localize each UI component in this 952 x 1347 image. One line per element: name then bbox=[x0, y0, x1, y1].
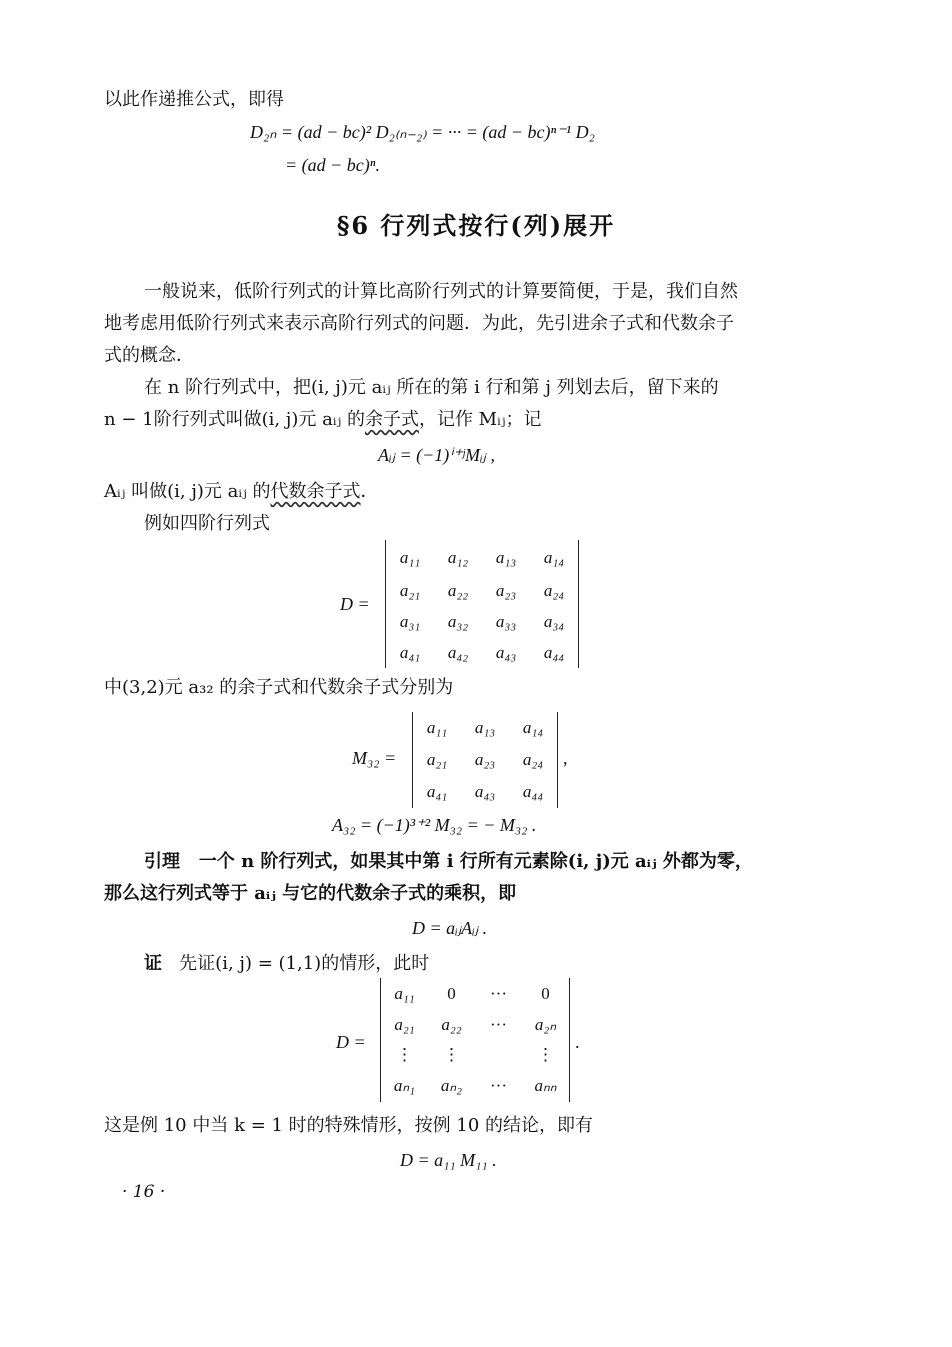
det-d-cell: a₄₄ bbox=[543, 643, 565, 662]
term-cofactor: 代数余子式 bbox=[270, 481, 361, 502]
det-m-cell: a₁₁ bbox=[426, 718, 448, 737]
lemma-equation: D = aᵢⱼAᵢⱼ . bbox=[412, 918, 488, 938]
para1-line-1: 一般说来，低阶行列式的计算比高阶行列式的计算要简便，于是，我们自然 bbox=[144, 281, 738, 302]
det-d-cell: a₃₄ bbox=[543, 612, 565, 631]
after-text: 这是例 10 中当 k = 1 时的特殊情形，按例 10 的结论，即有 bbox=[104, 1115, 594, 1136]
cofactor-definition: Aᵢⱼ = (−1)ⁱ⁺ʲMᵢⱼ , bbox=[378, 445, 495, 465]
lemma-line-1 bbox=[144, 850, 753, 874]
det-d-cell: a₃₃ bbox=[495, 612, 517, 631]
para1-line-2: 地考虑用低阶行列式来表示高阶行列式的问题．为此，先引进余子式和代数余子 bbox=[104, 313, 734, 334]
lemma-text-1: 一个 n 阶行列式，如果其中第 i 行所有元素除(i, j)元 aᵢⱼ 外都为零， bbox=[198, 851, 753, 872]
det-m-cell: a₂₃ bbox=[474, 750, 496, 769]
det-d-cell: a₂₄ bbox=[543, 581, 565, 600]
det-d2-cell: a₂ₙ bbox=[534, 1015, 557, 1034]
det-d-cell: a₁₃ bbox=[495, 548, 517, 567]
lemma-line-2: 那么这行列式等于 aᵢⱼ 与它的代数余子式的乘积，即 bbox=[104, 883, 517, 904]
det-d2-cell: ··· bbox=[490, 1015, 507, 1034]
cofactor-equation: A₃₂ = (−1)³⁺² M₃₂ = − M₃₂ . bbox=[332, 815, 537, 835]
para2-line-2-end: ，记作 Mᵢⱼ；记 bbox=[418, 409, 542, 430]
para2-line-2 bbox=[104, 408, 541, 432]
det-d-cell: a₄₂ bbox=[447, 643, 469, 662]
para2-line-3 bbox=[104, 480, 378, 504]
para2-line-3-end: ． bbox=[360, 481, 379, 502]
det-d2-cell: ··· bbox=[490, 1076, 507, 1095]
det-d2-cell: a₁₁ bbox=[394, 984, 415, 1003]
det-d-cell: a₃₁ bbox=[399, 612, 421, 631]
det-d2-cell: aₙ₂ bbox=[440, 1076, 463, 1095]
term-minor: 余子式 bbox=[364, 409, 419, 430]
minor-intro: 中(3,2)元 a₃₂ 的余子式和代数余子式分别为 bbox=[104, 677, 454, 698]
det-d2-cell: 0 bbox=[541, 984, 550, 1003]
det-d2-cell: aₙ₁ bbox=[393, 1076, 416, 1095]
det-m-cell: a₄₃ bbox=[474, 782, 496, 801]
det-d2-cell: aₙₙ bbox=[534, 1076, 557, 1095]
det-d-cell: a₂₃ bbox=[495, 581, 517, 600]
det-d2-cell: 0 bbox=[447, 984, 456, 1003]
det-d bbox=[385, 540, 579, 668]
det-d2-cell: ⋮ bbox=[443, 1045, 460, 1064]
det-d-cell: a₂₂ bbox=[447, 581, 469, 600]
example-intro: 例如四阶行列式 bbox=[144, 513, 270, 534]
det-d2-cell: ⋮ bbox=[537, 1045, 554, 1064]
det-m-lhs: M₃₂ = bbox=[352, 748, 397, 768]
det-m-tail: , bbox=[563, 748, 568, 768]
det-m-cell: a₄₄ bbox=[522, 782, 544, 801]
det-d2-tail: . bbox=[575, 1032, 580, 1052]
det-d2-cell: a₂₁ bbox=[394, 1015, 415, 1034]
proof-line-1 bbox=[144, 952, 429, 976]
det-d2-cell: ⋮ bbox=[396, 1045, 413, 1064]
det-d-lhs: D = bbox=[340, 594, 370, 614]
det-d2-cell: a₂₂ bbox=[441, 1015, 462, 1034]
para2-line-3-start: Aᵢⱼ 叫做(i, j)元 aᵢⱼ 的 bbox=[104, 481, 271, 502]
det-d-cell: a₂₁ bbox=[399, 581, 421, 600]
recurrence-line-1: D₂ₙ = (ad − bc)² D₂₍ₙ₋₂₎ = ··· = (ad − bc)ⁿ⁻¹ D₂ bbox=[250, 122, 595, 142]
det-d2-lhs: D = bbox=[336, 1032, 366, 1052]
det-m-cell: a₂₁ bbox=[426, 750, 448, 769]
page-number: · 16 · bbox=[122, 1182, 166, 1202]
para1-line-3: 式的概念． bbox=[104, 345, 194, 366]
section-title: §6 行列式按行(列)展开 bbox=[336, 211, 616, 240]
para2-line-2-start: n − 1阶行列式叫做(i, j)元 aᵢⱼ 的 bbox=[104, 409, 365, 430]
recurrence-line-2: = (ad − bc)ⁿ. bbox=[285, 155, 380, 175]
det-d-cell: a₁₁ bbox=[399, 548, 421, 567]
det-d2-cell: ··· bbox=[490, 984, 507, 1003]
det-m-cell: a₄₁ bbox=[426, 782, 448, 801]
det-m-cell: a₂₄ bbox=[522, 750, 544, 769]
intro-line: 以此作递推公式，即得 bbox=[104, 89, 284, 110]
det-d-cell: a₁₂ bbox=[447, 548, 469, 567]
det-d-cell: a₁₄ bbox=[543, 548, 565, 567]
det-d-cell: a₄₁ bbox=[399, 643, 421, 662]
det-d-cell: a₃₂ bbox=[447, 612, 469, 631]
det-d2 bbox=[380, 978, 570, 1102]
det-m-cell: a₁₃ bbox=[474, 718, 496, 737]
det-m-cell: a₁₄ bbox=[522, 718, 544, 737]
proof-label: 证 bbox=[144, 953, 162, 974]
lemma-label: 引理 bbox=[144, 851, 180, 872]
det-m bbox=[412, 712, 558, 808]
para2-line-1: 在 n 阶行列式中，把(i, j)元 aᵢⱼ 所在的第 i 行和第 j 列划去后，留下来的 bbox=[144, 377, 719, 398]
det-d-cell: a₄₃ bbox=[495, 643, 517, 662]
final-equation: D = a₁₁ M₁₁ . bbox=[400, 1150, 497, 1170]
proof-text: 先证(i, j) = (1,1)的情形，此时 bbox=[179, 953, 430, 974]
